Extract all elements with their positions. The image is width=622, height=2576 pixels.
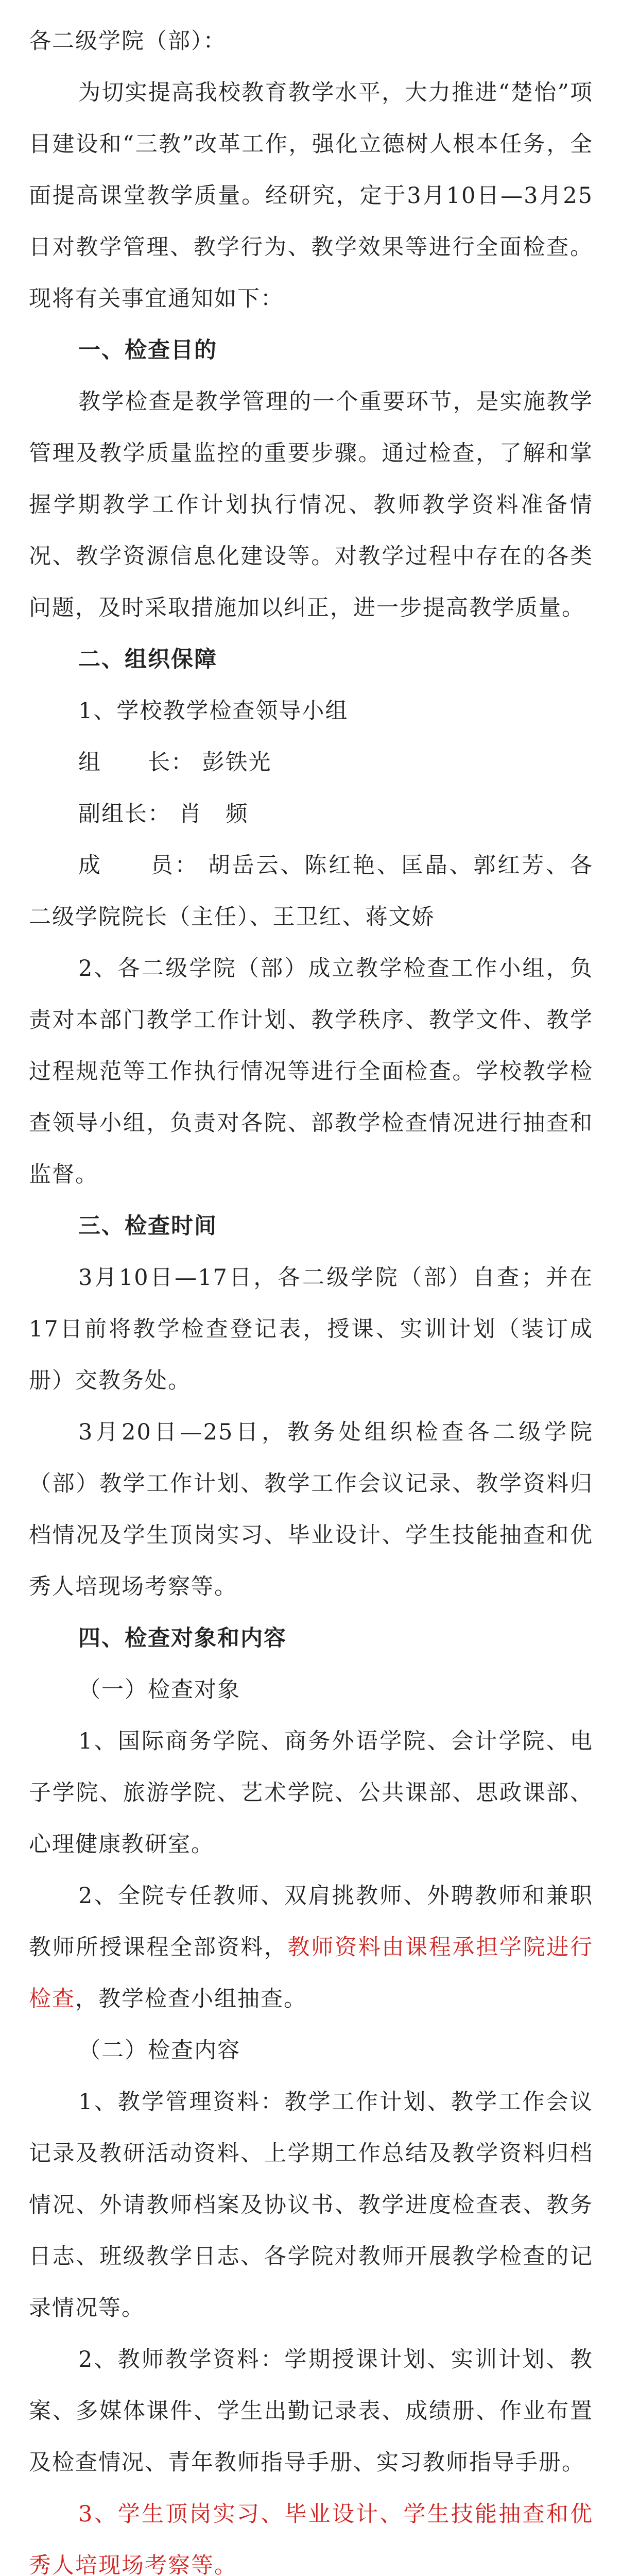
subsection-targets-heading: （一）检查对象	[78, 1677, 240, 1703]
targets-item-2-highlight: 教师资料由课程承担学院进行检查	[29, 1935, 594, 2012]
content-item-2: 2、教师教学资料：学期授课计划、实训计划、教案、多媒体课件、学生出勤记录表、成绩册、作业布置及检查情况、青年教师指导手册、实习教师指导手册。	[29, 2347, 593, 2476]
salutation: 各二级学院（部）：	[29, 28, 227, 54]
leadership-group-title: 1、学校教学检查领导小组	[78, 698, 349, 724]
targets-item-1: 1、国际商务学院、商务外语学院、会计学院、电子学院、旅游学院、艺术学院、公共课部、思政课部、心理健康教研室。	[29, 1728, 593, 1857]
section-3-para-1: 3月10日—17日，各二级学院（部）自查；并在17日前将教学检查登记表，授课、实训计划（装订成册）交教务处。	[29, 1265, 593, 1394]
section-3-para-2: 3月20日—25日，教务处组织检查各二级学院（部）教学工作计划、教学工作会议记录、教学资料归档情况及学生顶岗实习、毕业设计、学生技能抽查和优秀人培现场考察等。	[29, 1419, 593, 1600]
content-item-1: 1、教学管理资料：教学工作计划、教学工作会议记录及教研活动资料、上学期工作总结及教学资料归档情况、外请教师档案及协议书、教学进度检查表、教务日志、班级教学日志、各学院对教师开展教学检查的记录情况等。	[29, 2089, 593, 2321]
section-3-heading: 三、检查时间	[78, 1213, 217, 1239]
section-2-item-2: 2、各二级学院（部）成立教学检查工作小组，负责对本部门教学工作计划、教学秩序、教学文件、教学过程规范等工作执行情况等进行全面检查。学校教学检查领导小组，负责对各院、部教学检查情况进行抽查和监督。	[29, 956, 593, 1188]
section-1-body: 教学检查是教学管理的一个重要环节，是实施教学管理及教学质量监控的重要步骤。通过检查，了解和掌握学期教学工作计划执行情况、教师教学资料准备情况、教学资源信息化建设等。对教学过程中存在的各类问题，及时采取措施加以纠正，进一步提高教学质量。	[29, 389, 593, 621]
section-1-heading: 一、检查目的	[78, 337, 217, 363]
group-deputy: 副组长： 肖 频	[78, 801, 249, 827]
targets-item-2-text-b: ，教学检查小组抽查。	[75, 1986, 307, 2012]
intro-paragraph: 为切实提高我校教育教学水平，大力推进“楚怡”项目建设和“三教”改革工作，强化立德树人根本任务，全面提高课堂教学质量。经研究，定于3月10日—3月25日对教学管理、教学行为、教学效果等进行全面检查。现将有关事宜通知如下：	[29, 80, 593, 312]
targets-item-2	[29, 1870, 593, 2025]
targets-item-2-text-a: 2、全院专任教师、双肩挑教师、外聘教师和兼职教师所授课程全部资料，	[29, 1883, 593, 1960]
section-4-heading: 四、检查对象和内容	[78, 1625, 287, 1651]
group-members: 成 员： 胡岳云、陈红艳、匡晶、郭红芳、各二级学院院长（主任）、王卫红、蒋文娇	[29, 853, 593, 930]
group-leader: 组 长： 彭铁光	[78, 750, 272, 775]
section-2-heading: 二、组织保障	[78, 647, 217, 672]
content-item-3-highlight: 3、学生顶岗实习、毕业设计、学生技能抽查和优秀人培现场考察等。	[29, 2501, 593, 2576]
subsection-content-heading: （二）检查内容	[78, 2038, 240, 2063]
